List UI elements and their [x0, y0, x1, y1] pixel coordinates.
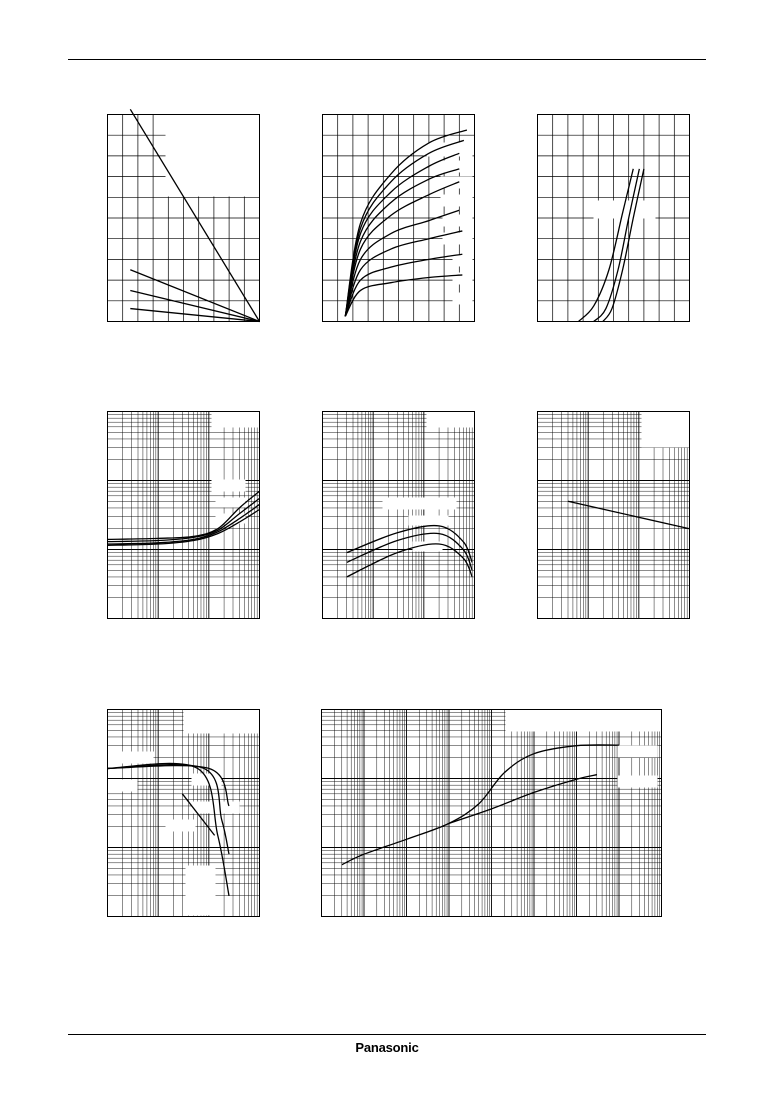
series-line-1 [568, 501, 690, 528]
label-box [166, 820, 196, 832]
label-box [441, 161, 473, 173]
footer-rule [68, 1034, 706, 1035]
label-box [166, 115, 260, 197]
series-line-2 [594, 169, 640, 322]
label-box [409, 516, 449, 526]
label-box [212, 480, 246, 492]
chart-4 [107, 411, 262, 621]
chart-7 [107, 709, 262, 919]
grid-lines [323, 412, 475, 619]
label-box [216, 514, 246, 524]
label-box [618, 776, 658, 788]
label-box [192, 802, 240, 814]
plot-frame [323, 412, 475, 619]
label-box [443, 215, 473, 227]
label-box [453, 255, 473, 267]
series-line-1 [342, 745, 619, 865]
label-box [427, 412, 475, 428]
header-rule [68, 59, 706, 60]
label-box [383, 498, 457, 510]
label-box [186, 866, 216, 916]
label-box [441, 195, 473, 207]
label-box [506, 710, 662, 732]
series-line-9 [345, 275, 462, 316]
label-box [184, 710, 260, 734]
chart-2 [322, 114, 477, 324]
label-box [642, 412, 690, 448]
series-line-4 [130, 309, 259, 322]
chart-8 [321, 709, 664, 919]
label-box [212, 412, 260, 428]
label-box [618, 746, 658, 758]
chart-3 [537, 114, 692, 324]
series-line-6 [345, 210, 459, 316]
chart-1 [107, 114, 262, 324]
grid-lines [322, 710, 662, 917]
series-line-8 [345, 254, 462, 316]
chart-5 [322, 411, 477, 621]
label-box [453, 273, 473, 285]
series-line-4 [345, 169, 459, 316]
series-line-1 [579, 169, 634, 322]
label-box [108, 780, 138, 792]
chart-6 [537, 411, 692, 621]
label-box [108, 752, 154, 764]
label-box [453, 293, 473, 305]
brand-logo-text: Panasonic [355, 1040, 419, 1055]
